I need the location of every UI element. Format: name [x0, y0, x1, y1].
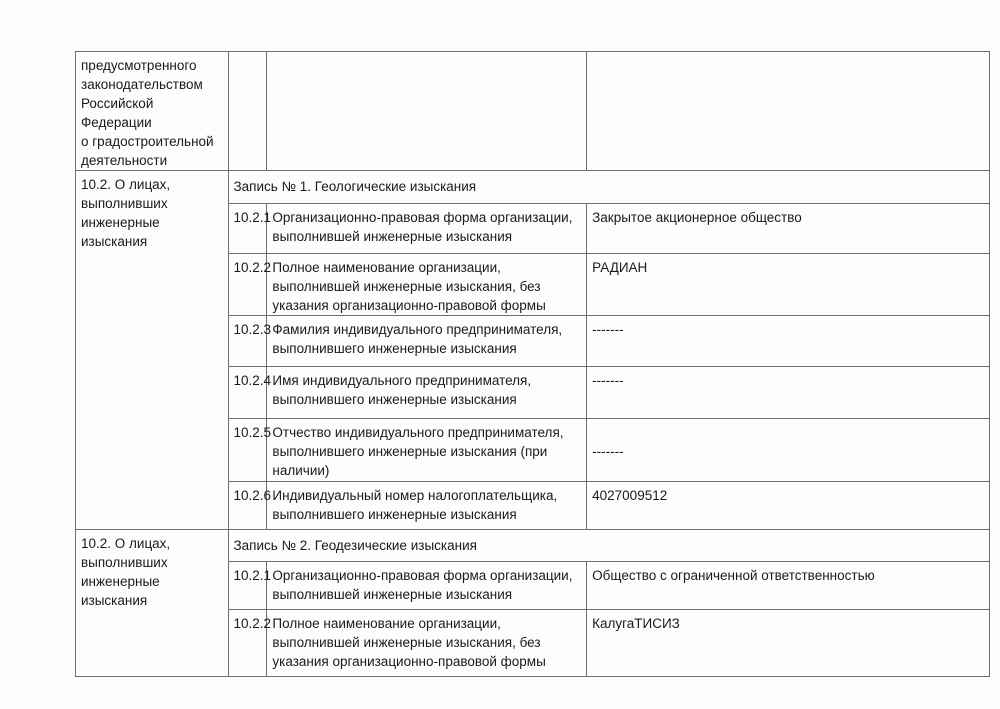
label-text: указания организационно-правовой формы: [272, 298, 546, 313]
section-text: инженерные: [81, 574, 160, 589]
item-number: 10.2.1: [228, 562, 267, 610]
section-text: инженерные: [81, 215, 160, 230]
item-label: [267, 562, 587, 610]
section-text: выполнивших: [81, 196, 168, 211]
item-label: [267, 316, 587, 367]
label-text: выполнившей инженерные изыскания: [272, 587, 513, 602]
record-header-row: [76, 530, 990, 562]
item-value: Закрытое акционерное общество: [587, 204, 990, 254]
section-text: изыскания: [81, 593, 148, 608]
label-text: наличии): [272, 463, 330, 478]
item-value: 4027009512: [587, 482, 990, 530]
section-text: 10.2. О лицах,: [81, 177, 171, 192]
label-text: Индивидуальный номер налогоплательщика,: [272, 488, 558, 503]
record-title: Запись № 1. Геологические изыскания: [228, 171, 990, 204]
label-text: выполнившего инженерные изыскания: [272, 392, 517, 407]
item-label: [267, 482, 587, 530]
label-text: Полное наименование организации,: [272, 260, 501, 275]
section-text: Российской Федерации: [81, 96, 154, 130]
item-number: 10.2.5: [228, 419, 267, 482]
item-number: 10.2.4: [228, 367, 267, 419]
section-text: деятельности: [81, 153, 168, 168]
label-text: выполнившей инженерные изыскания, без: [272, 635, 541, 650]
item-value: Общество с ограниченной ответственностью: [587, 562, 990, 610]
item-number: 10.2.3: [228, 316, 267, 367]
label-text: указания организационно-правовой формы: [272, 654, 546, 669]
label-text: Организационно-правовая форма организации,: [272, 210, 573, 225]
table-row: [76, 52, 990, 171]
record-header-row: [76, 171, 990, 204]
section-cell: [76, 530, 229, 677]
section-text: о градостроительной: [81, 134, 214, 149]
section-text: 10.2. О лицах,: [81, 536, 171, 551]
item-value: КалугаТИСИЗ: [587, 610, 990, 677]
section-cell: [76, 52, 229, 171]
item-value: -------: [587, 419, 990, 482]
section-text: законодательством: [81, 77, 203, 92]
empty-cell: [587, 52, 990, 171]
label-text: выполнившего инженерные изыскания: [272, 341, 517, 356]
empty-cell: [228, 52, 267, 171]
label-text: Отчество индивидуального предпринимателя,: [272, 425, 564, 440]
section-text: предусмотренного: [81, 58, 197, 73]
item-label: [267, 367, 587, 419]
label-text: Фамилия индивидуального предпринимателя,: [272, 322, 563, 337]
label-text: Полное наименование организации,: [272, 616, 501, 631]
item-label: [267, 419, 587, 482]
item-label: [267, 610, 587, 677]
item-number: 10.2.6: [228, 482, 267, 530]
label-text: выполнившего инженерные изыскания: [272, 507, 517, 522]
label-text: выполнившей инженерные изыскания: [272, 229, 513, 244]
item-number: 10.2.2: [228, 254, 267, 316]
item-value: -------: [587, 316, 990, 367]
empty-cell: [267, 52, 587, 171]
item-number: 10.2.1: [228, 204, 267, 254]
item-label: [267, 204, 587, 254]
item-label: [267, 254, 587, 316]
label-text: выполнившей инженерные изыскания, без: [272, 279, 541, 294]
label-text: Организационно-правовая форма организации,: [272, 568, 573, 583]
section-text: выполнивших: [81, 555, 168, 570]
item-number: 10.2.2: [228, 610, 267, 677]
section-cell: [76, 171, 229, 530]
document-table: [75, 51, 990, 677]
label-text: выполнившего инженерные изыскания (при: [272, 444, 548, 459]
record-title: Запись № 2. Геодезические изыскания: [228, 530, 990, 562]
item-value: -------: [587, 367, 990, 419]
label-text: Имя индивидуального предпринимателя,: [272, 373, 532, 388]
item-value: РАДИАН: [587, 254, 990, 316]
section-text: изыскания: [81, 234, 148, 249]
